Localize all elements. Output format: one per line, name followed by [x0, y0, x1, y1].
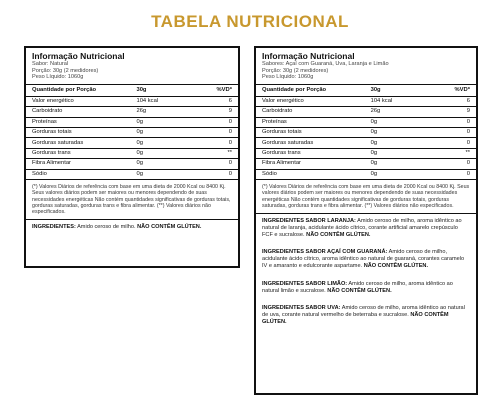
nutrient-amount: 0g — [365, 117, 428, 127]
nutrient-amount: 104 kcal — [365, 96, 428, 106]
daily-value: 0 — [191, 127, 238, 137]
footnote: (*) Valores Diários de referência com base em uma dieta de 2000 Kcal ou 8400 Kj. Seus valores diários podem ser maiores ou menores dependendo de suas necessidades energéticas Não contém quantidades significativas de gorduras totais, gorduras saturadas, gorduras trans e fibra alimentar. (**) Valores diários não especificados. — [26, 180, 238, 220]
page-title: TABELA NUTRICIONAL — [151, 12, 349, 31]
panel-header — [26, 48, 238, 85]
nutrient-amount: 26g — [130, 107, 191, 117]
table-header-row — [26, 85, 238, 97]
daily-value: 0 — [428, 127, 476, 137]
table-row — [26, 117, 238, 127]
daily-value: 0 — [191, 117, 238, 127]
table-row — [26, 138, 238, 148]
ingredients-section — [256, 214, 476, 341]
table-row — [26, 159, 238, 169]
ingredient-text: Amido ceroso de milho, aroma idêntico ao natural limão e sucralose. — [262, 280, 453, 294]
column-header: 30g — [130, 85, 191, 97]
column-header: 30g — [365, 85, 428, 97]
nutrient-amount: 0g — [130, 148, 191, 158]
ingredient-label: INGREDIENTES: — [32, 224, 76, 231]
daily-value: 9 — [191, 107, 238, 117]
nutrient-amount: 0g — [130, 127, 191, 137]
nutrient-amount: 104 kcal — [130, 96, 191, 106]
gluten-warning: NÃO CONTÊM GLÚTEN. — [137, 224, 202, 231]
ingredient-block — [262, 281, 470, 295]
daily-value: 0 — [428, 138, 476, 148]
daily-value: 6 — [428, 96, 476, 106]
ingredient-text: Amido ceroso de milho. — [75, 224, 138, 231]
panel-meta-weight: Peso Líquido: 1060g — [262, 74, 314, 81]
table-row — [256, 96, 476, 106]
daily-value: 6 — [191, 96, 238, 106]
gluten-warning: NÃO CONTÊM GLÚTEN. — [306, 231, 371, 238]
ingredient-text: Amido ceroso de milho, acidulante ácido cítrico, aroma idêntico ao natural de guaraná, corantes caramelo IV e amaranto e edulcorante aspartame. — [262, 249, 465, 270]
nutrient-name: Gorduras trans — [256, 148, 365, 158]
table-row — [26, 127, 238, 137]
nutrient-amount: 0g — [130, 169, 191, 179]
ingredient-block — [262, 218, 470, 238]
table-header-row — [256, 85, 476, 97]
nutrient-name: Proteínas — [256, 117, 365, 127]
nutrient-amount: 0g — [365, 159, 428, 169]
nutrient-name: Gorduras saturadas — [256, 138, 365, 148]
table-row — [26, 169, 238, 179]
column-header: Quantidade por Porção — [256, 85, 365, 97]
nutrient-amount: 0g — [130, 159, 191, 169]
table-row — [26, 107, 238, 117]
nutrient-name: Proteínas — [26, 117, 130, 127]
panel-meta-flavor: Sabor: Natural — [32, 61, 69, 67]
nutrient-amount: 0g — [130, 117, 191, 127]
nutrient-name: Sódio — [256, 169, 365, 179]
table-row — [26, 96, 238, 106]
table-row — [256, 117, 476, 127]
ingredient-text: Amido ceroso de milho, aroma idêntico ao natural de uva, corante natural vermelho de beterraba e sucralose. — [262, 305, 465, 319]
ingredient-label: INGREDIENTES SABOR LIMÃO: — [262, 280, 348, 287]
nutrient-amount: 0g — [130, 138, 191, 148]
table-row — [256, 127, 476, 137]
nutrient-name: Carboidrato — [26, 107, 130, 117]
column-header: %VD* — [428, 85, 476, 97]
ingredient-text: Amido ceroso de milho, aroma idêntico ao natural de laranja, acidulante ácido cítrico, corante artificial amarelo crepúsculo FCF e sucralose. — [262, 218, 462, 238]
table-row — [256, 148, 476, 158]
daily-value: 0 — [191, 169, 238, 179]
nutrient-name: Fibra Alimentar — [26, 159, 130, 169]
ingredient-block — [262, 305, 470, 325]
footnote: (*) Valores Diários de referência com base em uma dieta de 2000 Kcal ou 8400 Kj. Seus valores diários podem ser maiores ou menores dependendo de suas necessidades energéticas Não contém quantidades significativas de gorduras totais, gorduras saturadas, gorduras trans e fibra alimentar. (**) Valores diários não especificados. — [256, 180, 476, 214]
nutrient-name: Valor energético — [256, 96, 365, 106]
panel-title: Informação Nutricional — [32, 51, 125, 61]
table-row — [256, 138, 476, 148]
daily-value: 9 — [428, 107, 476, 117]
nutrient-amount: 0g — [365, 148, 428, 158]
nutrition-table — [26, 85, 238, 180]
panel-title: Informação Nutricional — [262, 51, 355, 61]
nutrient-name: Gorduras saturadas — [26, 138, 130, 148]
nutrient-amount: 26g — [365, 107, 428, 117]
panel-meta-weight: Peso Líquido: 1060g — [32, 74, 84, 81]
nutrient-name: Sódio — [26, 169, 130, 179]
table-row — [256, 159, 476, 169]
nutrient-name: Gorduras totais — [256, 127, 365, 137]
nutrient-name: Fibra Alimentar — [256, 159, 365, 169]
table-row — [26, 148, 238, 158]
table-row — [256, 107, 476, 117]
nutrient-name: Gorduras trans — [26, 148, 130, 158]
gluten-warning: NÃO CONTÊM GLÚTEN. — [363, 263, 429, 270]
daily-value: ** — [191, 148, 238, 158]
daily-value: 0 — [428, 117, 476, 127]
table-body — [26, 96, 238, 179]
gluten-warning: NÃO CONTÊM GLÚTEN. — [262, 312, 449, 326]
table-row — [256, 169, 476, 179]
nutrient-amount: 0g — [365, 127, 428, 137]
nutrient-amount: 0g — [365, 138, 428, 148]
panel-meta-portion: Porção: 30g (2 medidores) — [262, 67, 329, 74]
daily-value: 0 — [191, 159, 238, 169]
nutrient-name: Gorduras totais — [26, 127, 130, 137]
column-header: %VD* — [191, 85, 238, 97]
nutrition-panel-natural — [24, 46, 240, 268]
column-header: Quantidade por Porção — [26, 85, 130, 97]
table-body — [256, 96, 476, 179]
ingredient-block — [32, 224, 232, 231]
ingredients-section — [26, 220, 238, 246]
daily-value: 0 — [428, 169, 476, 179]
ingredient-label: INGREDIENTES SABOR AÇAÍ COM GUARANÁ: — [262, 249, 388, 256]
nutrient-amount: 0g — [365, 169, 428, 179]
ingredient-label: INGREDIENTES SABOR LARANJA: — [262, 218, 356, 225]
gluten-warning: NÃO CONTÊM GLÚTEN. — [327, 287, 392, 294]
daily-value: ** — [428, 148, 476, 158]
nutrient-name: Valor energético — [26, 96, 130, 106]
panel-meta-portion: Porção: 30g (2 medidores) — [32, 67, 99, 74]
nutrition-table — [256, 85, 476, 180]
daily-value: 0 — [191, 138, 238, 148]
nutrient-name: Carboidrato — [256, 107, 365, 117]
panel-meta-flavor: Sabores: Açaí com Guaraná, Uva, Laranja e Limão — [262, 61, 389, 67]
panel-header — [256, 48, 476, 85]
daily-value: 0 — [428, 159, 476, 169]
ingredient-label: INGREDIENTES SABOR UVA: — [262, 305, 341, 312]
ingredient-block — [262, 249, 470, 269]
nutrition-panel-flavors — [254, 46, 478, 395]
